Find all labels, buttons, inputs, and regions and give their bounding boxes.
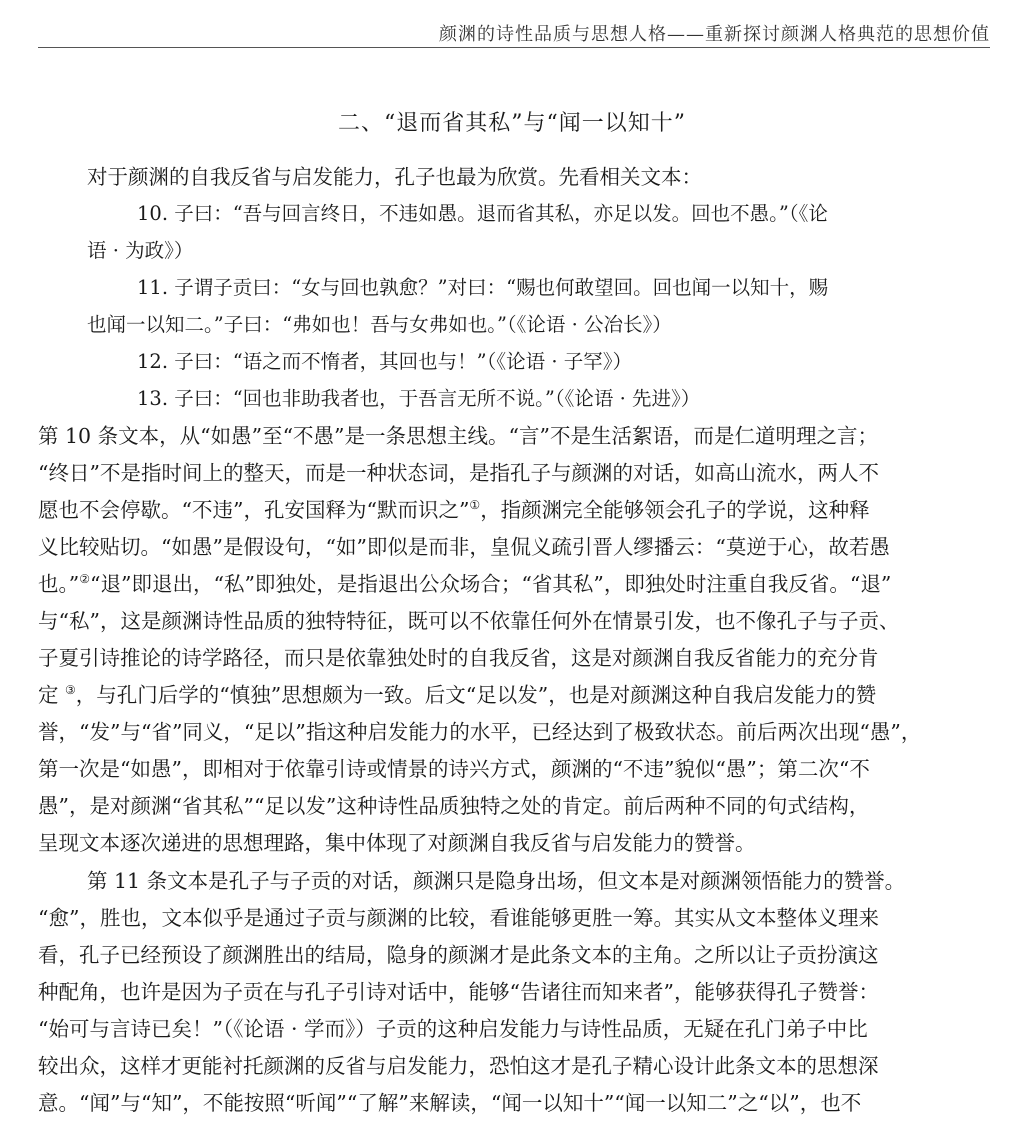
para-1-line-5-b: “退”即退出，“私”即独处，是指退出公众场合；“省其私”，即独处时注重自我反省。“退” (90, 572, 892, 596)
para-1-line-7: 子夏引诗推论的诗学路径，而只是依靠独处时的自我反省，这是对颜渊自我反省能力的充分肯 (38, 646, 879, 670)
para-2-line-6: 较出众，这样才更能衬托颜渊的反省与启发能力，恐怕这才是孔子精心设计此条文本的思想深 (38, 1054, 879, 1078)
para-1-line-12: 呈现文本逐次递进的思想理路，集中体现了对颜渊自我反省与启发能力的赞誉。 (38, 831, 756, 855)
para-1-line-3-b: ，指颜渊完全能够领会孔子的学说，这种释 (480, 498, 870, 522)
para-2-line-2: “愈”，胜也，文本似乎是通过子贡与颜渊的比较，看谁能够更胜一筹。其实从文本整体义理来 (38, 906, 879, 930)
para-2-line-3: 看，孔子已经预设了颜渊胜出的结局，隐身的颜渊才是此条文本的主角。之所以让子贡扮演这 (38, 943, 879, 967)
footnote-mark-1[interactable]: ① (469, 498, 481, 513)
quote-12-line-1: 12. 子曰：“语之而不惰者，其回也与！”（《论语 · 子罕》） (137, 350, 632, 373)
quote-11-line-1: 11. 子谓子贡曰：“女与回也孰愈？”对曰：“赐也何敢望回。回也闻一以知十，赐 (137, 276, 829, 299)
para-1-line-6: 与“私”，这是颜渊诗性品质的独特特征，既可以不依靠任何外在情景引发，也不像孔子与子贡、 (38, 609, 900, 633)
quote-11-line-2: 也闻一以知二。”子曰：“弗如也！吾与女弗如也。”（《论语 · 公冶长》） (87, 313, 672, 336)
para-1-line-8-a: 定 (38, 683, 59, 707)
para-2-line-1: 第 11 条文本是孔子与子贡的对话，颜渊只是隐身出场，但文本是对颜渊领悟能力的赞誉。 (87, 869, 906, 893)
running-title: 颜渊的诗性品质与思想人格——重新探讨颜渊人格典范的思想价值 (439, 24, 990, 45)
para-1-line-5-a: 也。” (38, 572, 80, 596)
para-1-line-10: 第一次是“如愚”，即相对于依靠引诗或情景的诗兴方式，颜渊的“不违”貌似“愚”；第二次“不 (38, 757, 870, 781)
quote-10-line-1: 10. 子曰：“吾与回言终日，不违如愚。退而省其私，亦足以发。回也不愚。”（《论 (137, 202, 828, 225)
para-1-line-8-b: ，与孔门后学的“慎独”思想颇为一致。后文“足以发”，也是对颜渊这种自我启发能力的赞 (75, 683, 877, 707)
para-1-line-1: 第 10 条文本，从“如愚”至“不愚”是一条思想主线。“言”不是生活絮语，而是仁道明理之言； (38, 424, 878, 448)
para-2-line-7: 意。“闻”与“知”，不能按照“听闻”“了解”来解读，“闻一以知十”“闻一以知二”之“以”，也不 (38, 1091, 862, 1115)
para-1-line-8 (38, 680, 876, 710)
header-rule (38, 47, 990, 48)
intro-line: 对于颜渊的自我反省与启发能力，孔子也最为欣赏。先看相关文本： (87, 165, 702, 189)
para-1-line-5 (38, 569, 891, 599)
para-2-line-5: “始可与言诗已矣！”（《论语 · 学而》）子贡的这种启发能力与诗性品质，无疑在孔门弟子中比 (38, 1017, 868, 1041)
para-1-line-9: 誉，“发”与“省”同义，“足以”指这种启发能力的水平，已经达到了极致状态。前后两次出现“愚”， (38, 720, 922, 744)
para-1-line-3-a: 愿也不会停歇。“不违”，孔安国释为“默而识之” (38, 498, 470, 522)
para-1-line-2: “终日”不是指时间上的整天，而是一种状态词，是指孔子与颜渊的对话，如高山流水，两人不 (38, 461, 879, 485)
quote-10-line-2: 语 · 为政》） (87, 239, 194, 262)
footnote-mark-3[interactable]: ③ (65, 683, 76, 698)
footnote-mark-2[interactable]: ② (79, 572, 90, 587)
section-title: 二、“退而省其私”与“闻一以知十” (338, 111, 686, 136)
para-1-line-4: 义比较贴切。“如愚”是假设句，“如”即似是而非，皇侃义疏引晋人缪播云：“莫逆于心，故若愚 (38, 535, 890, 559)
para-1-line-3 (38, 495, 870, 525)
para-1-line-11: 愚”，是对颜渊“省其私”“足以发”这种诗性品质独特之处的肯定。前后两种不同的句式结构， (38, 794, 870, 818)
quote-13-line-1: 13. 子曰：“回也非助我者也，于吾言无所不说。”（《论语 · 先进》） (137, 387, 701, 410)
para-2-line-4: 种配角，也许是因为子贡在与孔子引诗对话中，能够“告诸往而知来者”，能够获得孔子赞誉： (38, 980, 879, 1004)
